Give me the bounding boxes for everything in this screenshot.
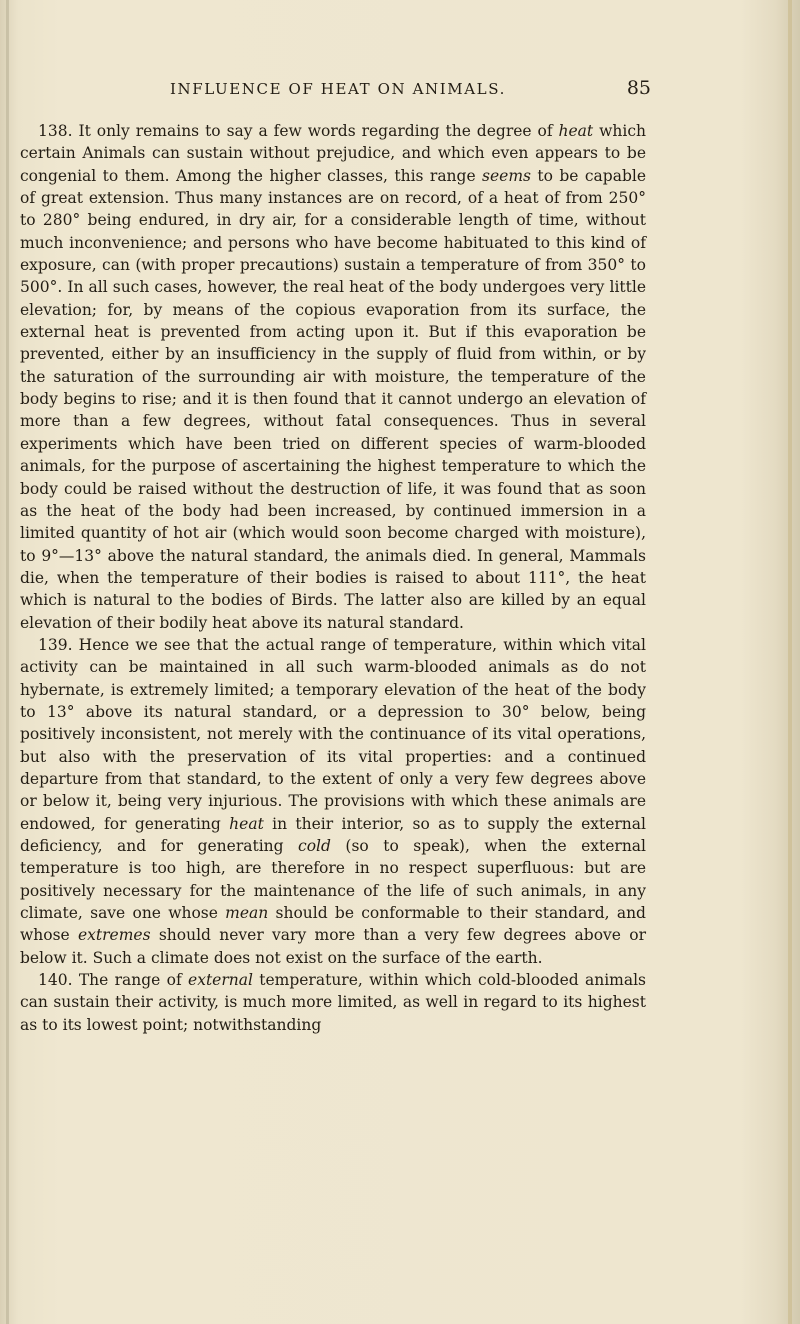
page-edge-right	[788, 0, 792, 1324]
running-head: INFLUENCE OF HEAT ON ANIMALS.	[170, 80, 506, 98]
page-gutter-left	[6, 0, 9, 1324]
paragraph-138: 138. It only remains to say a few words regarding the degree of heat which certain Animals can sustain without prejudice, and which even appears to be congenial to them. Among the higher classes, this range seems to be capable of great extension. Thus many instances are on record, of a heat of from 250° to 280° being endured, in dry air, for a considerable length of time, without much inconvenience; and persons who have become habituated to this kind of exposure, can (with proper precautions) sustain a temperature of from 350° to 500°. In all such cases, however, the real heat of the body undergoes very little elevation; for, by means of the copious evaporation from its surface, the external heat is prevented from acting upon it. But if this evaporation be prevented, either by an insufficiency in the supply of fluid from within, or by the saturation of the surrounding air with moisture, the temperature of the body begins to rise; and it is then found that it cannot undergo an elevation of more than a few degrees, without fatal consequences. Thus in several experiments which have been tried on different species of warm-blooded animals, for the purpose of ascertaining the highest temperature to which the body could be raised without the destruction of life, it was found that as soon as the heat of the body had been increased, by continued immersion in a limited quantity of hot air (which would soon become charged with moisture), to 9°—13° above the natural standard, the animals died. In general, Mammals die, when the temperature of their bodies is raised to about 111°, the heat which is natural to the bodies of Birds. The latter also are killed by an equal elevation of their bodily heat above its natural standard.	[20, 122, 646, 632]
paragraph-139: 139. Hence we see that the actual range of temperature, within which vital activity can be maintained in all such warm-blooded animals as do not hybernate, is extremely limited; a temporary elevation of the heat of the body to 13° above its natural standard, or a depression to 30° below, being positively inconsistent, not merely with the continuance of its vital operations, but also with the preservation of its vital properties: and a continued departure from that standard, to the extent of only a very few degrees above or below it, being very injurious. The provisions with which these animals are endowed, for generating heat in their interior, so as to supply the external deficiency, and for generating cold (so to speak), when the external temperature is too high, are therefore in no respect superfluous: but are positively necessary for the maintenance of the life of such animals, in any climate, save one whose mean should be conformable to their standard, and whose extremes should never vary more than a very few degrees above or below it. Such a climate does not exist on the surface of the earth.	[20, 635, 646, 967]
paragraph-140: 140. The range of external temperature, within which cold-blooded animals can sustain their activity, is much more limited, as well in regard to its highest as to its lowest point; notwithstanding	[20, 971, 646, 1034]
page-number: 85	[626, 77, 651, 99]
body-text	[20, 120, 646, 1036]
